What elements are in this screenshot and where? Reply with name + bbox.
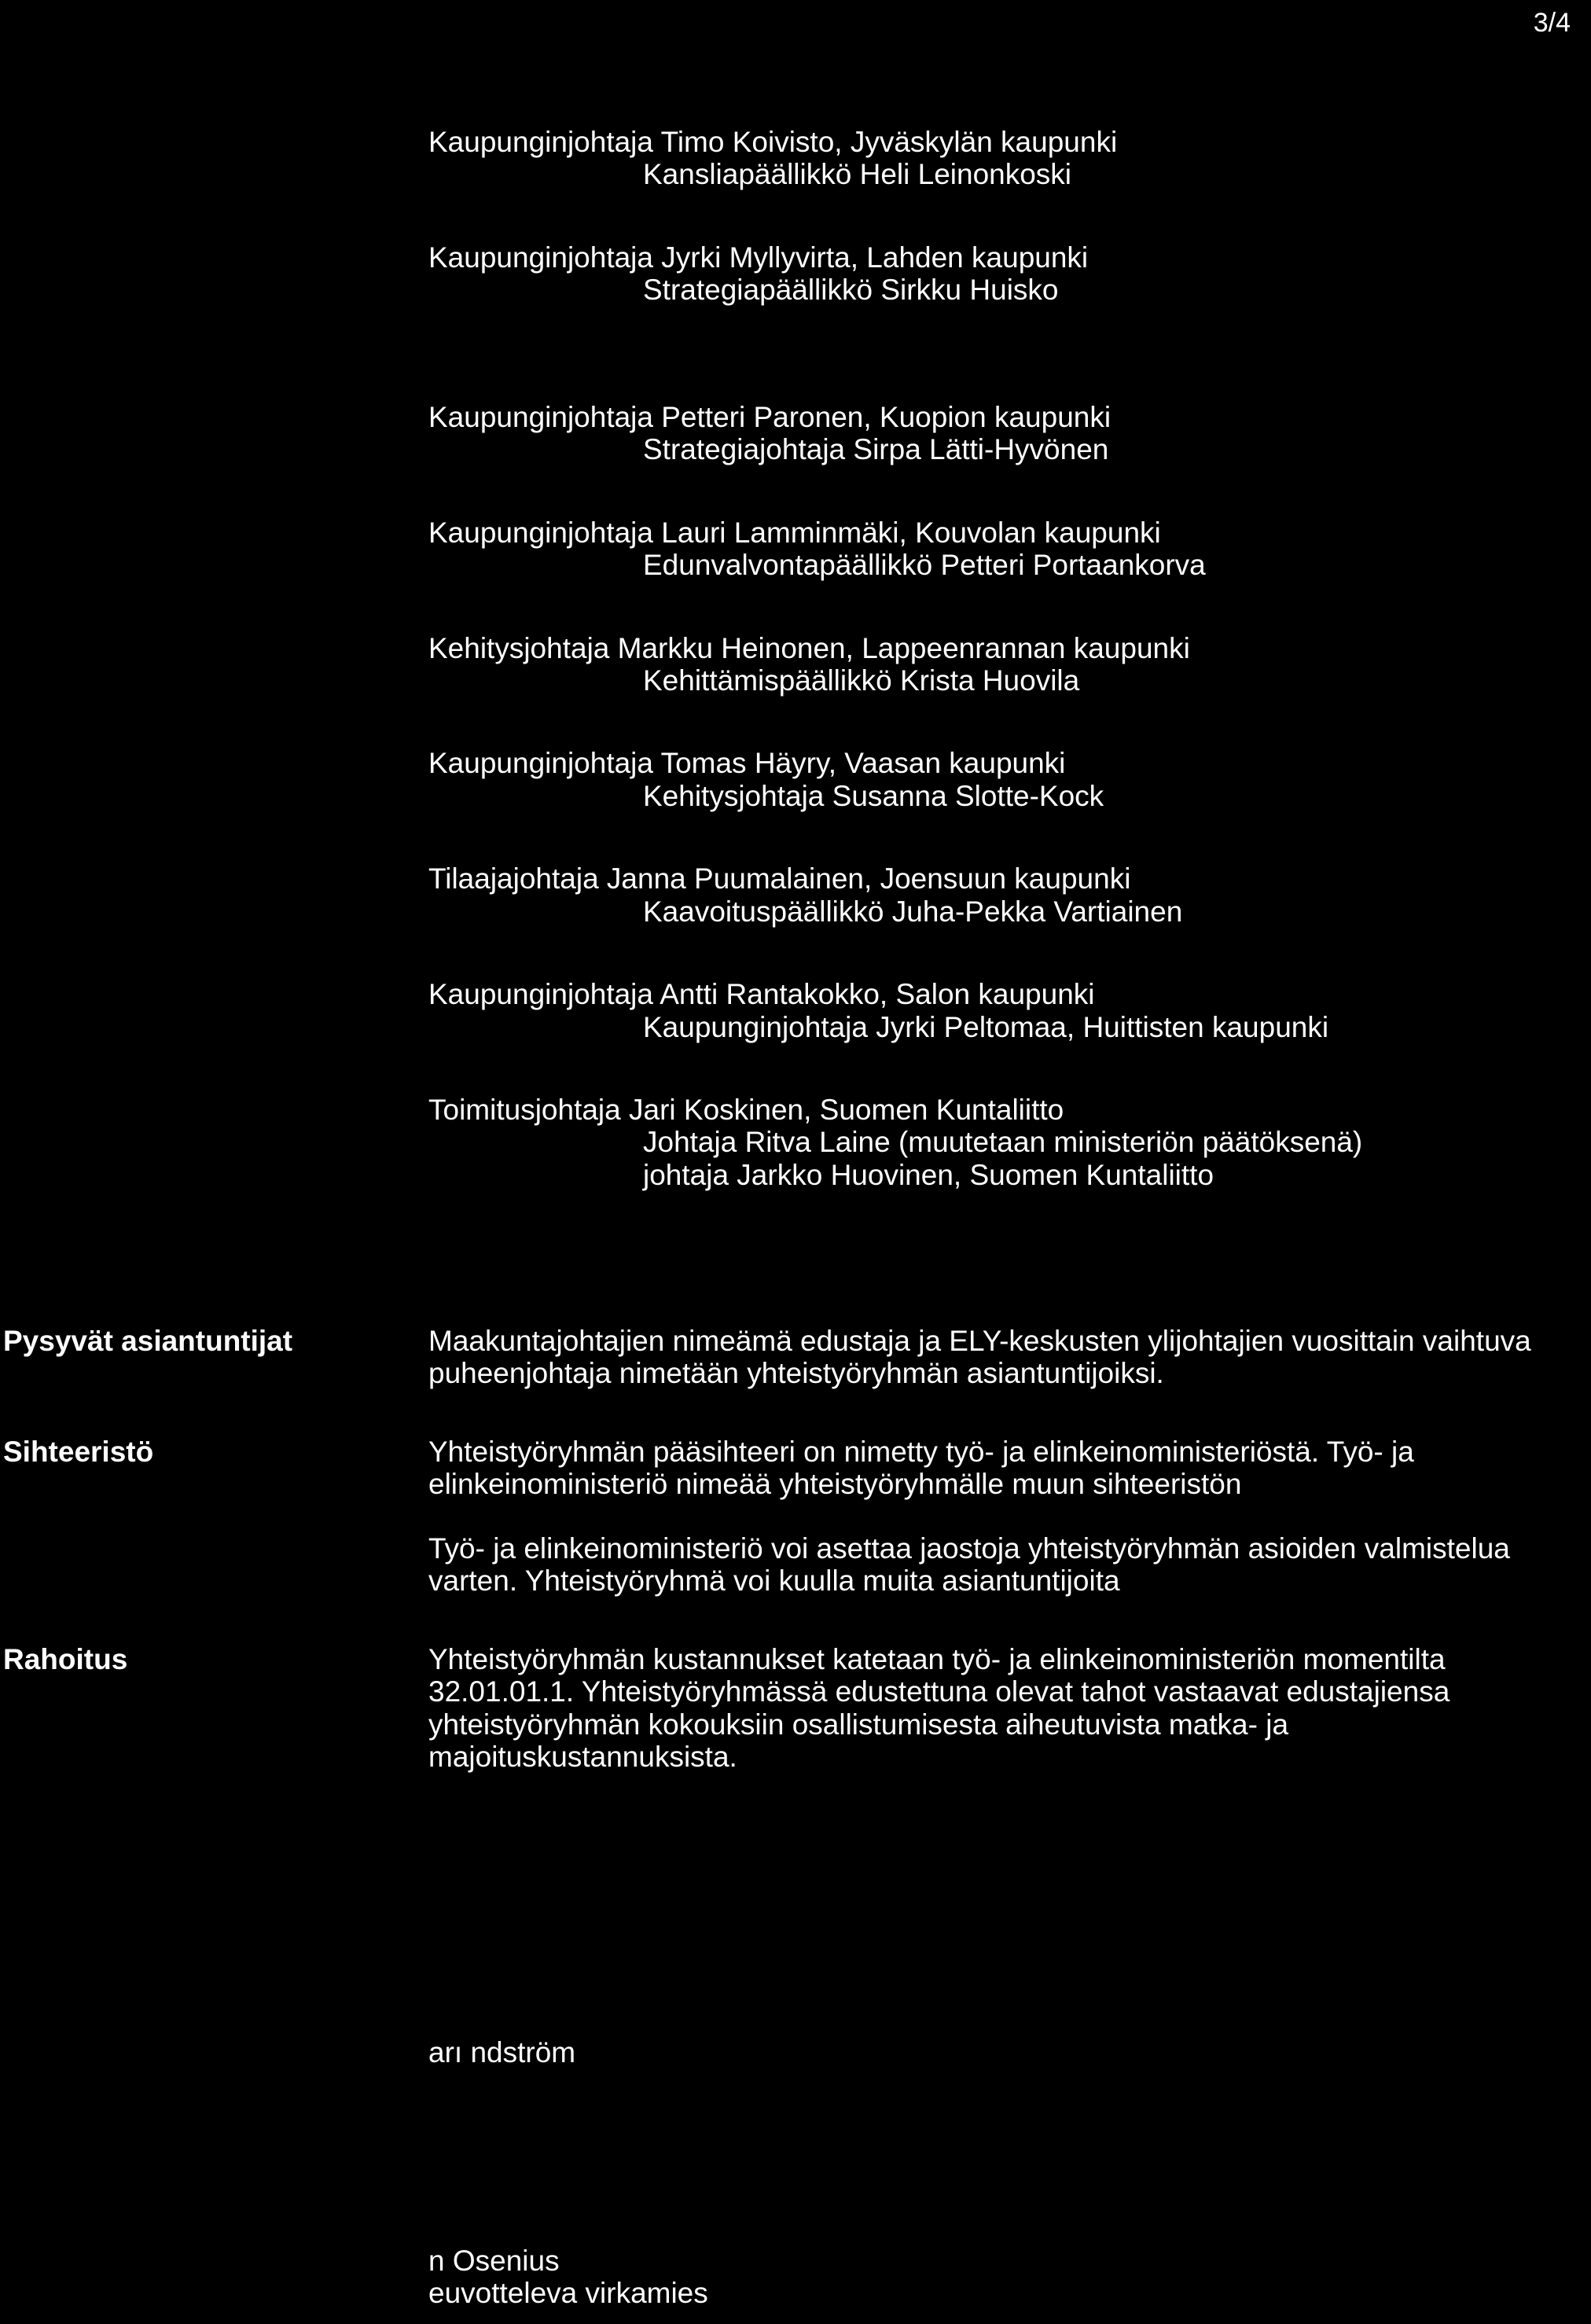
page-number: 3/4 bbox=[1533, 8, 1571, 38]
member-entry bbox=[428, 632, 1560, 697]
signer-block bbox=[428, 2245, 708, 2310]
signer-title: euvotteleva virkamies bbox=[428, 2277, 708, 2310]
section-paragraph: Maakuntajohtajien nimeämä edustaja ja ELY-keskusten ylijohtajien vuosittain vaihtuva puheenjohtaja nimetään yhteistyöryhmän asiantuntijoiksi. bbox=[428, 1325, 1531, 1390]
section-paragraph: Yhteistyöryhmän kustannukset katetaan työ- ja elinkeinoministeriön momentilta 32.01.01.1. Yhteistyöryhmässä edustettuna olevat tahot vastaavat edustajiensa yhteistyöryhmän kokouksiin osallistumisesta aiheutuvista matka- ja majoituskustannuksista. bbox=[428, 1642, 1450, 1773]
signature: arı ndström bbox=[428, 2036, 576, 2068]
member-entry bbox=[428, 1094, 1560, 1191]
member-entry bbox=[428, 126, 1560, 191]
member-name: Kaupunginjohtaja Lauri Lamminmäki, Kouvolan kaupunki bbox=[428, 516, 1161, 549]
section-body bbox=[428, 1643, 1560, 1774]
section-label: Pysyvät asiantuntijat bbox=[3, 1325, 293, 1357]
decision-sections bbox=[0, 1325, 1591, 1818]
deputy-name: Kehittämispäällikkö Krista Huovila bbox=[643, 664, 1080, 697]
member-name: Toimitusjohtaja Jari Koskinen, Suomen Kuntaliitto bbox=[428, 1094, 1064, 1126]
member-name: Tilaajajohtaja Janna Puumalainen, Joensuun kaupunki bbox=[428, 862, 1131, 895]
section-label: Sihteeristö bbox=[3, 1435, 154, 1468]
member-list bbox=[428, 126, 1560, 1241]
deputy-name: Strategiajohtaja Sirpa Lätti-Hyvönen bbox=[643, 433, 1109, 466]
member-name: Kaupunginjohtaja Tomas Häyry, Vaasan kaupunki bbox=[428, 747, 1066, 780]
section-secretariat bbox=[0, 1436, 1591, 1598]
member-name: Kaupunginjohtaja Petteri Paronen, Kuopion kaupunki bbox=[428, 400, 1111, 433]
section-paragraph: Yhteistyöryhmän pääsihteeri on nimetty työ- ja elinkeinoministeriöstä. Työ- ja elinkeinoministeriö nimeää yhteistyöryhmälle muun sihteeristön bbox=[428, 1435, 1414, 1501]
section-experts bbox=[0, 1325, 1591, 1390]
section-body bbox=[428, 1325, 1560, 1390]
member-entry bbox=[428, 747, 1560, 812]
member-entry bbox=[428, 241, 1560, 307]
section-paragraph: Työ- ja elinkeinoministeriö voi asettaa jaostoja yhteistyöryhmän asioiden valmistelua varten. Yhteistyöryhmä voi kuulla muita asiantuntijoita bbox=[428, 1532, 1510, 1598]
deputy-name: Johtaja Ritva Laine (muutetaan ministeriön päätöksenä) bbox=[643, 1126, 1363, 1159]
section-funding bbox=[0, 1643, 1591, 1774]
deputy-name: Kansliapäällikkö Heli Leinonkoski bbox=[643, 158, 1072, 191]
section-body bbox=[428, 1436, 1560, 1598]
member-entry bbox=[428, 401, 1560, 466]
signer-name: n Osenius bbox=[428, 2245, 560, 2277]
deputy-name: Strategiapäällikkö Sirkku Huisko bbox=[643, 274, 1059, 307]
deputy-name: Edunvalvontapäällikkö Petteri Portaankorva bbox=[643, 549, 1206, 582]
section-label: Rahoitus bbox=[3, 1642, 128, 1675]
member-name: Kehitysjohtaja Markku Heinonen, Lappeenrannan kaupunki bbox=[428, 631, 1190, 664]
member-name: Kaupunginjohtaja Antti Rantakokko, Salon kaupunki bbox=[428, 978, 1095, 1011]
member-name: Kaupunginjohtaja Jyrki Myllyvirta, Lahden kaupunki bbox=[428, 241, 1089, 274]
member-name: Kaupunginjohtaja Timo Koivisto, Jyväskylän kaupunki bbox=[428, 126, 1118, 158]
deputy-name: johtaja Jarkko Huovinen, Suomen Kuntaliitto bbox=[643, 1158, 1214, 1191]
member-entry bbox=[428, 862, 1560, 928]
member-entry bbox=[428, 978, 1560, 1043]
deputy-name: Kehitysjohtaja Susanna Slotte-Kock bbox=[643, 779, 1104, 812]
member-entry bbox=[428, 517, 1560, 582]
deputy-name: Kaavoituspäällikkö Juha-Pekka Vartiainen bbox=[643, 895, 1183, 928]
deputy-name: Kaupunginjohtaja Jyrki Peltomaa, Huittisten kaupunki bbox=[643, 1010, 1329, 1043]
